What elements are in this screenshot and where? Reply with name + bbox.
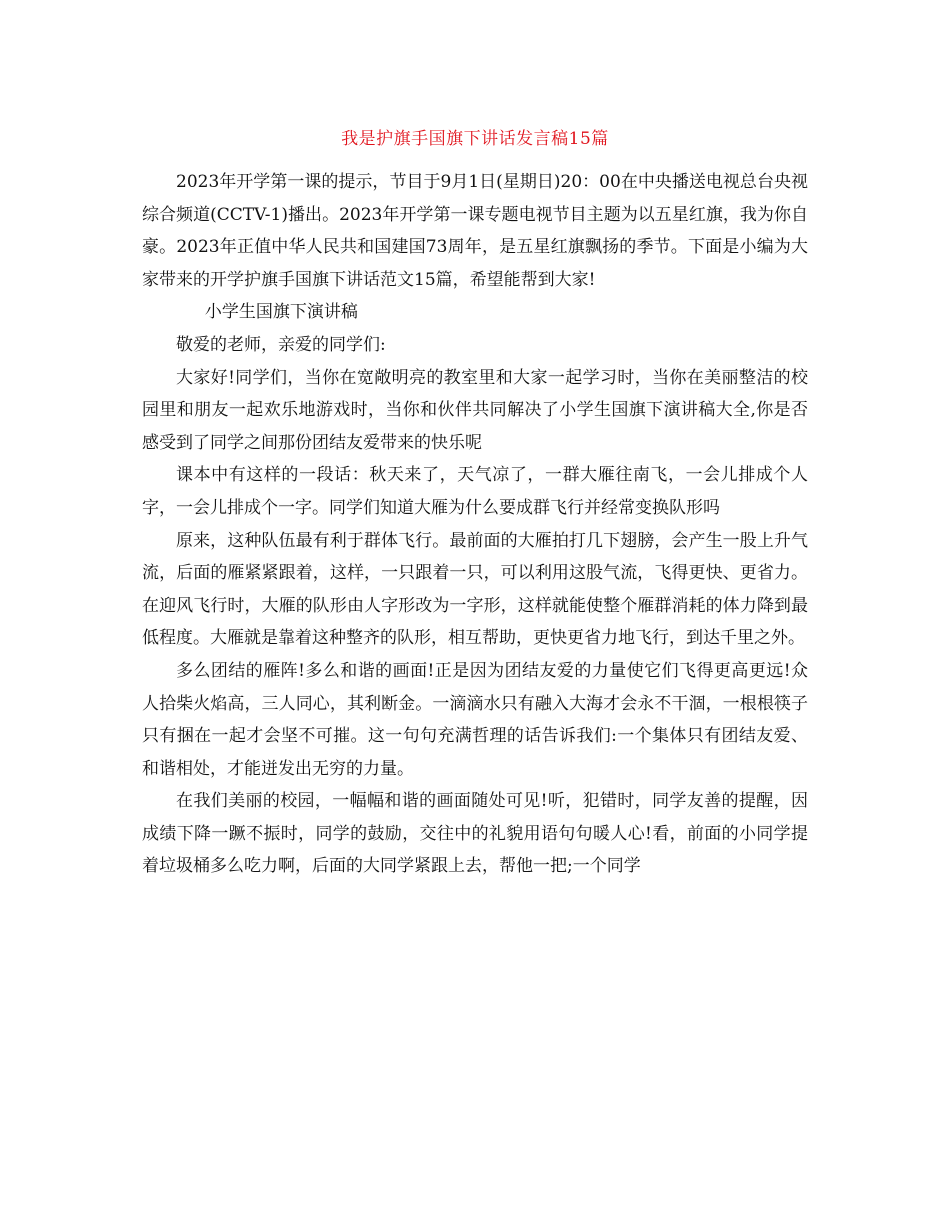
body-paragraph: 在我们美丽的校园，一幅幅和谐的画面随处可见!听，犯错时，同学友善的提醒，因成绩下降一蹶不振时，同学的鼓励，交往中的礼貌用语句句暖人心!看，前面的小同学提着垃圾桶多么吃力啊，后面的大同学紧跟上去，帮他一把;一个同学 xyxy=(142,791,808,877)
salutation: 敬爱的老师，亲爱的同学们: xyxy=(176,334,386,355)
document-body xyxy=(142,166,808,883)
section-heading: 小学生国旗下演讲稿 xyxy=(204,302,358,323)
intro-paragraph: 2023年开学第一课的提示，节目于9月1日(星期日)20：00在中央播送电视总台央视综合频道(CCTV-1)播出。2023年开学第一课专题电视节目主题为以五星红旗，我为你自豪。2023年正值中华人民共和国建国73周年，是五星红旗飘扬的季节。下面是小编为大家带来的开学护旗手国旗下讲话范文15篇，希望能帮到大家! xyxy=(142,172,808,290)
body-paragraph: 原来，这种队伍最有利于群体飞行。最前面的大雁拍打几下翅膀，会产生一股上升气流，后面的雁紧紧跟着，这样，一只跟着一只，可以利用这股气流，飞得更快、更省力。在迎风飞行时，大雁的队形由人字形改为一字形，这样就能使整个雁群消耗的体力降到最低程度。大雁就是靠着这种整齐的队形，相互帮助，更快更省力地飞行，到达千里之外。 xyxy=(142,530,808,649)
body-paragraph: 课本中有这样的一段话：秋天来了，天气凉了，一群大雁往南飞，一会儿排成个人字，一会儿排成个一字。同学们知道大雁为什么要成群飞行并经常变换队形吗 xyxy=(142,465,808,518)
body-paragraph: 大家好!同学们，当你在宽敞明亮的教室里和大家一起学习时，当你在美丽整洁的校园里和朋友一起欢乐地游戏时，当你和伙伴共同解决了小学生国旗下演讲稿大全,你是否感受到了同学之间那份团结友爱带来的快乐呢 xyxy=(142,367,808,453)
body-paragraph: 多么团结的雁阵!多么和谐的画面!正是因为团结友爱的力量使它们飞得更高更远!众人拾柴火焰高，三人同心，其利断金。一滴滴水只有融入大海才会永不干涸，一根根筷子只有捆在一起才会坚不可摧。这一句句充满哲理的话告诉我们:一个集体只有团结友爱、和谐相处，才能迸发出无穷的力量。 xyxy=(142,660,808,779)
document-title: 我是护旗手国旗下讲话发言稿15篇 xyxy=(341,129,609,149)
